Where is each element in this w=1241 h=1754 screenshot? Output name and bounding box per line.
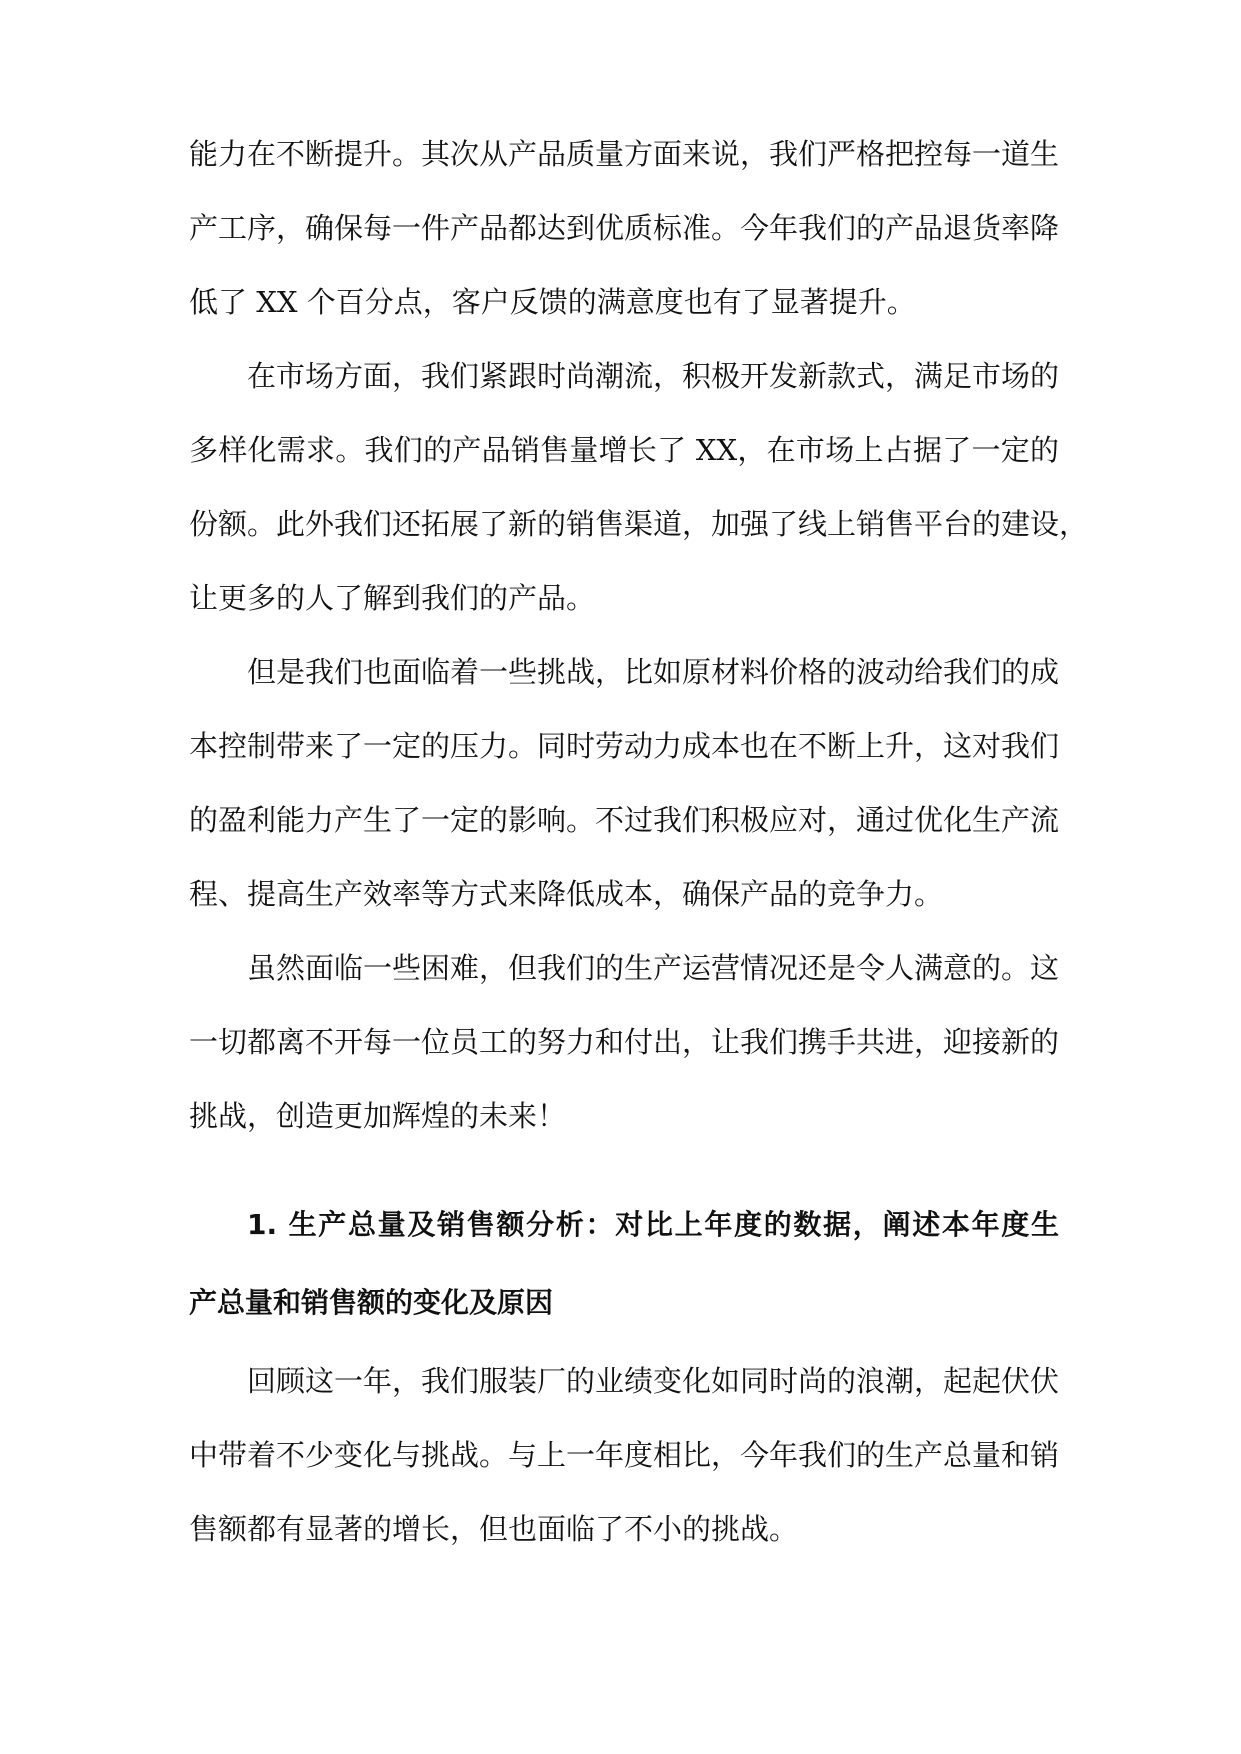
paragraph-2-line-4: 让更多的人了解到我们的产品。	[189, 581, 596, 615]
paragraph-4-line-2: 一切都离不开每一位员工的努力和付出，让我们携手共进，迎接新的	[189, 1025, 1060, 1059]
paragraph-4-line-1: 虽然面临一些困难，但我们的生产运营情况还是令人满意的。这	[247, 951, 1060, 985]
section-heading-line-1: 1. 生产总量及销售额分析：对比上年度的数据，阐述本年度生	[247, 1208, 1059, 1241]
paragraph-3-line-2: 本控制带来了一定的压力。同时劳动力成本也在不断上升，这对我们	[189, 729, 1060, 763]
paragraph-3-line-1: 但是我们也面临着一些挑战，比如原材料价格的波动给我们的成	[247, 655, 1060, 689]
paragraph-2-line-3: 份额。此外我们还拓展了新的销售渠道，加强了线上销售平台的建设，	[189, 507, 1089, 541]
paragraph-5-line-1: 回顾这一年，我们服装厂的业绩变化如同时尚的浪潮，起起伏伏	[247, 1364, 1060, 1398]
paragraph-1-line-2: 产工序，确保每一件产品都达到优质标准。今年我们的产品退货率降	[189, 211, 1060, 245]
paragraph-4-line-3: 挑战，创造更加辉煌的未来！	[189, 1099, 567, 1133]
section-heading-line-2: 产总量和销售额的变化及原因	[189, 1286, 554, 1319]
paragraph-2-line-1: 在市场方面，我们紧跟时尚潮流，积极开发新款式，满足市场的	[247, 359, 1060, 393]
paragraph-1-line-1: 能力在不断提升。其次从产品质量方面来说，我们严格把控每一道生	[189, 137, 1060, 171]
paragraph-5-line-3: 售额都有显著的增长，但也面临了不小的挑战。	[189, 1512, 799, 1546]
paragraph-1-line-3: 低了 XX 个百分点，客户反馈的满意度也有了显著提升。	[189, 285, 916, 319]
paragraph-5-line-2: 中带着不少变化与挑战。与上一年度相比，今年我们的生产总量和销	[189, 1438, 1060, 1472]
paragraph-3-line-3: 的盈利能力产生了一定的影响。不过我们积极应对，通过优化生产流	[189, 803, 1060, 837]
paragraph-2-line-2: 多样化需求。我们的产品销售量增长了 XX，在市场上占据了一定的	[189, 433, 1059, 467]
paragraph-3-line-4: 程、提高生产效率等方式来降低成本，确保产品的竞争力。	[189, 877, 944, 911]
